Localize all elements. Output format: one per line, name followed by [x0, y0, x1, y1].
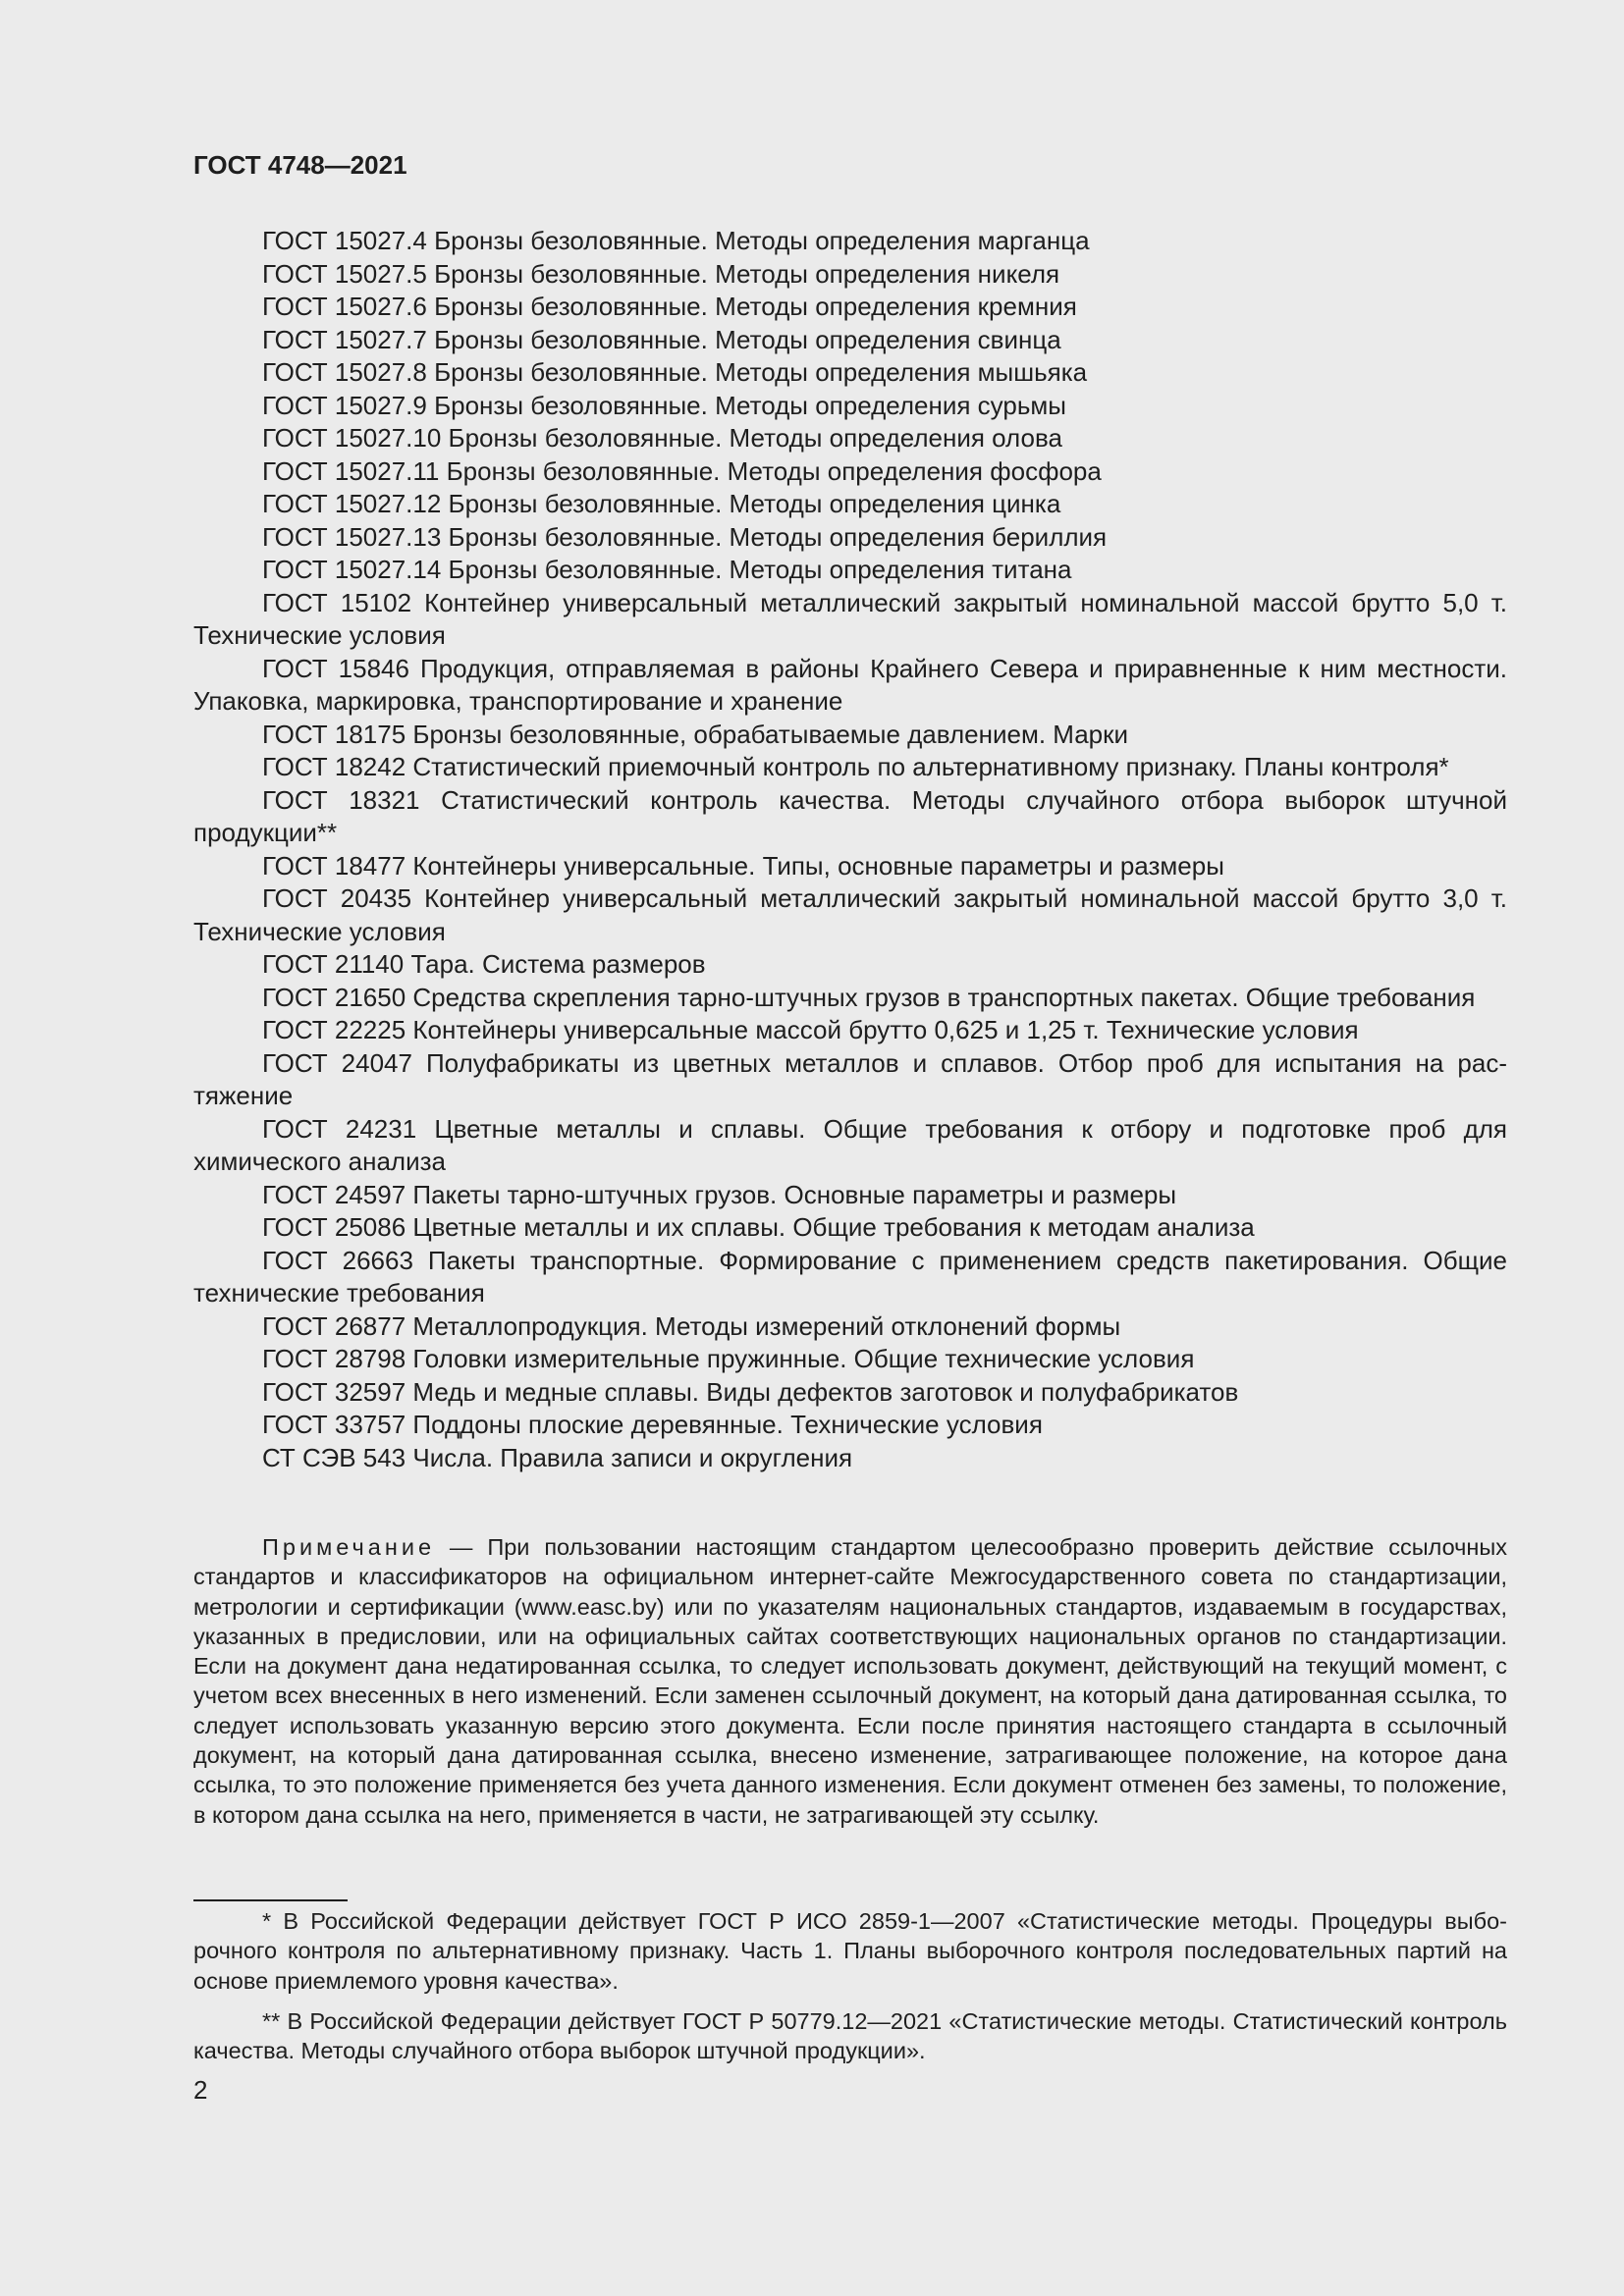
reference-item: ГОСТ 28798 Головки измерительные пружинные. Общие технические условия: [262, 1344, 1195, 1373]
reference-item: ГОСТ 32597 Медь и медные сплавы. Виды дефектов заготовок и полуфабрикатов: [262, 1376, 1239, 1407]
reference-item: ГОСТ 15027.5 Бронзы безоловянные. Методы определения никеля: [262, 258, 1060, 289]
reference-item: ГОСТ 15027.9 Бронзы безоловянные. Методы определения сурьмы: [262, 390, 1066, 420]
note-paragraph: [193, 1532, 1507, 1830]
reference-item: ГОСТ 25086 Цветные металлы и их сплавы. Общие требования к методам анализа: [262, 1212, 1255, 1242]
reference-item: ГОСТ 18321 Статистический контроль качества. Методы случайного отбора выборок штучной продукции**: [193, 784, 1507, 847]
reference-item: ГОСТ 26877 Металлопродукция. Методы измерений отклонений формы: [262, 1310, 1121, 1341]
reference-item: ГОСТ 22225 Контейнеры универсальные массой брутто 0,625 и 1,25 т. Технические условия: [262, 1015, 1359, 1044]
reference-item: ГОСТ 21140 Тара. Система размеров: [262, 949, 706, 979]
reference-item: ГОСТ 15027.8 Бронзы безоловянные. Методы определения мышьяка: [262, 357, 1088, 387]
normative-references-list: [193, 225, 1507, 1474]
reference-item: ГОСТ 18477 Контейнеры универсальные. Типы, основные параметры и размеры: [262, 850, 1224, 881]
reference-item: ГОСТ 15027.6 Бронзы безоловянные. Методы определения кремния: [262, 292, 1077, 321]
reference-item: ГОСТ 24047 Полуфабрикаты из цветных металлов и сплавов. Отбор проб для испытания на растяжение: [193, 1047, 1507, 1110]
footnote-divider: [193, 1899, 348, 1901]
reference-item: ГОСТ 33757 Поддоны плоские деревянные. Технические условия: [262, 1410, 1043, 1439]
reference-item: ГОСТ 15027.11 Бронзы безоловянные. Методы определения фосфора: [262, 455, 1102, 486]
reference-item: ГОСТ 26663 Пакеты транспортные. Формирование с применением средств пакетирования. Общие технические требования: [193, 1245, 1507, 1308]
reference-item: СТ СЭВ 543 Числа. Правила записи и округления: [262, 1442, 853, 1472]
note-text: — При пользовании настоящим стандартом целесообразно проверить действие ссылочных стандартов и классификаторов на официальном интернет-сайте Межгосударственного совета по стандартизации, метрологии и сертификации (www.easc.by) или по указателям национальных стандартов, издаваемым в государствах, указанных в предисловии, или на официальных сайтах соответствующих национальных органов по стандартизации. Если на документ дана недатированная ссылка, то следует использовать документ, действующий на текущий момент, с учетом всех внесенных в него изменений. Если заменен ссылочный документ, на который дана датированная ссылка, то следует использовать указанную версию этого документа. Если после принятия настоящего стандарта в ссылочный документ, на который дана датированная ссылка, внесено изменение, затрагивающее положение, на которое дана ссылка, то это положение применяется без учета данного изменения. Если документ отменен без замены, то положение, в котором дана ссылка на него, применяется в части, не затрагивающей эту ссылку.: [193, 1534, 1507, 1828]
reference-item: ГОСТ 15027.14 Бронзы безоловянные. Методы определения титана: [262, 555, 1072, 584]
reference-item: ГОСТ 15027.4 Бронзы безоловянные. Методы определения марганца: [262, 226, 1090, 255]
note-label: Примечание: [262, 1534, 436, 1560]
reference-item: ГОСТ 15027.13 Бронзы безоловянные. Методы определения бериллия: [262, 521, 1108, 552]
footnote-item: ** В Российской Федерации действует ГОСТ Р 50779.12—2021 «Статистические методы. Статистический контроль качества. Методы случайного отбора выборок штучной продукции».: [193, 2007, 1507, 2064]
reference-item: ГОСТ 15846 Продукция, отправляемая в районы Крайнего Севера и приравненные к ним местности. Упаковка, маркировка, транспортирование и хранение: [193, 653, 1507, 716]
reference-item: ГОСТ 15027.10 Бронзы безоловянные. Методы определения олова: [262, 423, 1062, 453]
reference-item: ГОСТ 24597 Пакеты тарно-штучных грузов. Основные параметры и размеры: [262, 1179, 1177, 1209]
footnote-item: * В Российской Федерации действует ГОСТ Р ИСО 2859-1—2007 «Статистические методы. Процедуры выборочного контроля по альтернативному признаку. Часть 1. Планы выборочного контроля последовательных партий на основе приемлемого уровня качества».: [193, 1908, 1507, 1994]
document-header: ГОСТ 4748—2021: [193, 150, 407, 180]
reference-item: ГОСТ 18175 Бронзы безоловянные, обрабатываемые давлением. Марки: [262, 719, 1129, 749]
footnotes: [193, 1906, 1507, 2065]
reference-item: ГОСТ 20435 Контейнер универсальный металлический закрытый номинальной массой брутто 3,0 т. Технические условия: [193, 883, 1507, 946]
reference-item: ГОСТ 15027.7 Бронзы безоловянные. Методы определения свинца: [262, 324, 1061, 354]
reference-item: ГОСТ 21650 Средства скрепления тарно-штучных грузов в транспортных пакетах. Общие требования: [262, 982, 1476, 1012]
reference-item: ГОСТ 24231 Цветные металлы и сплавы. Общие требования к отбору и подготовке проб для химического анализа: [193, 1113, 1507, 1176]
reference-item: ГОСТ 18242 Статистический приемочный контроль по альтернативному признаку. Планы контроля*: [262, 752, 1449, 781]
page-number: 2: [193, 2075, 208, 2105]
reference-item: ГОСТ 15027.12 Бронзы безоловянные. Методы определения цинка: [262, 489, 1061, 518]
reference-item: ГОСТ 15102 Контейнер универсальный металлический закрытый номинальной массой брутто 5,0 т. Технические условия: [193, 587, 1507, 650]
